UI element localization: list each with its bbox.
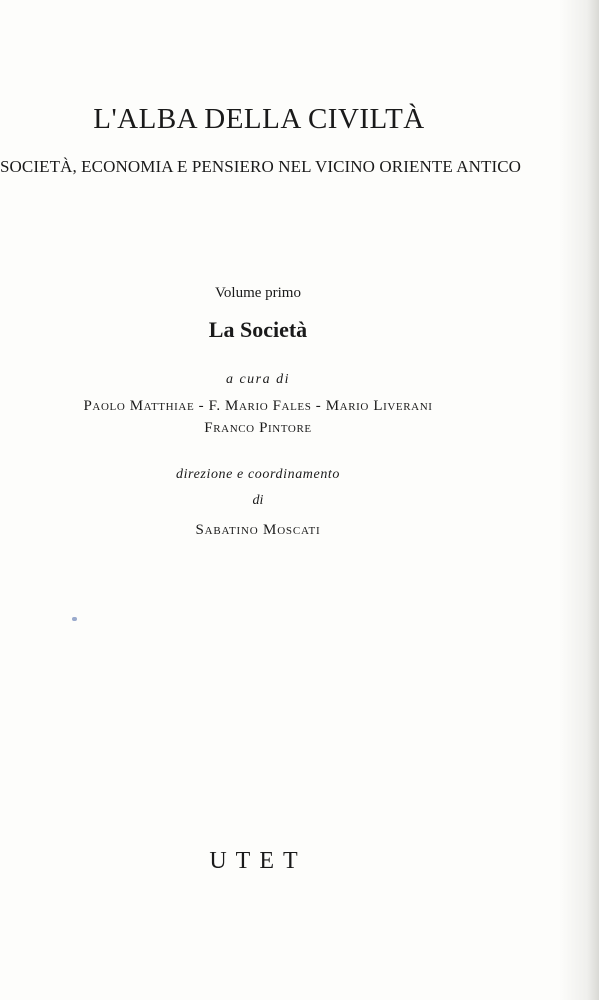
di-label: di [252, 493, 264, 508]
main-title: L'ALBA DELLA CIVILTÀ [93, 103, 425, 135]
ink-speck [72, 617, 77, 621]
publisher-name: UTET [209, 848, 307, 874]
editors-line-1: Paolo Matthiae - F. Mario Fales - Mario Liverani [83, 398, 433, 414]
subtitle: SOCIETÀ, ECONOMIA E PENSIERO NEL VICINO ORIENTE ANTICO [0, 157, 522, 176]
volume-title: La Società [208, 317, 308, 342]
director-name: Sabatino Moscati [195, 522, 321, 538]
curated-by-label: a cura di [225, 372, 291, 387]
volume-label: Volume primo [215, 285, 301, 301]
page-edge-shadow [559, 0, 599, 1000]
editors-line-2: Franco Pintore [204, 420, 312, 436]
direction-label: direzione e coordinamento [175, 467, 341, 482]
